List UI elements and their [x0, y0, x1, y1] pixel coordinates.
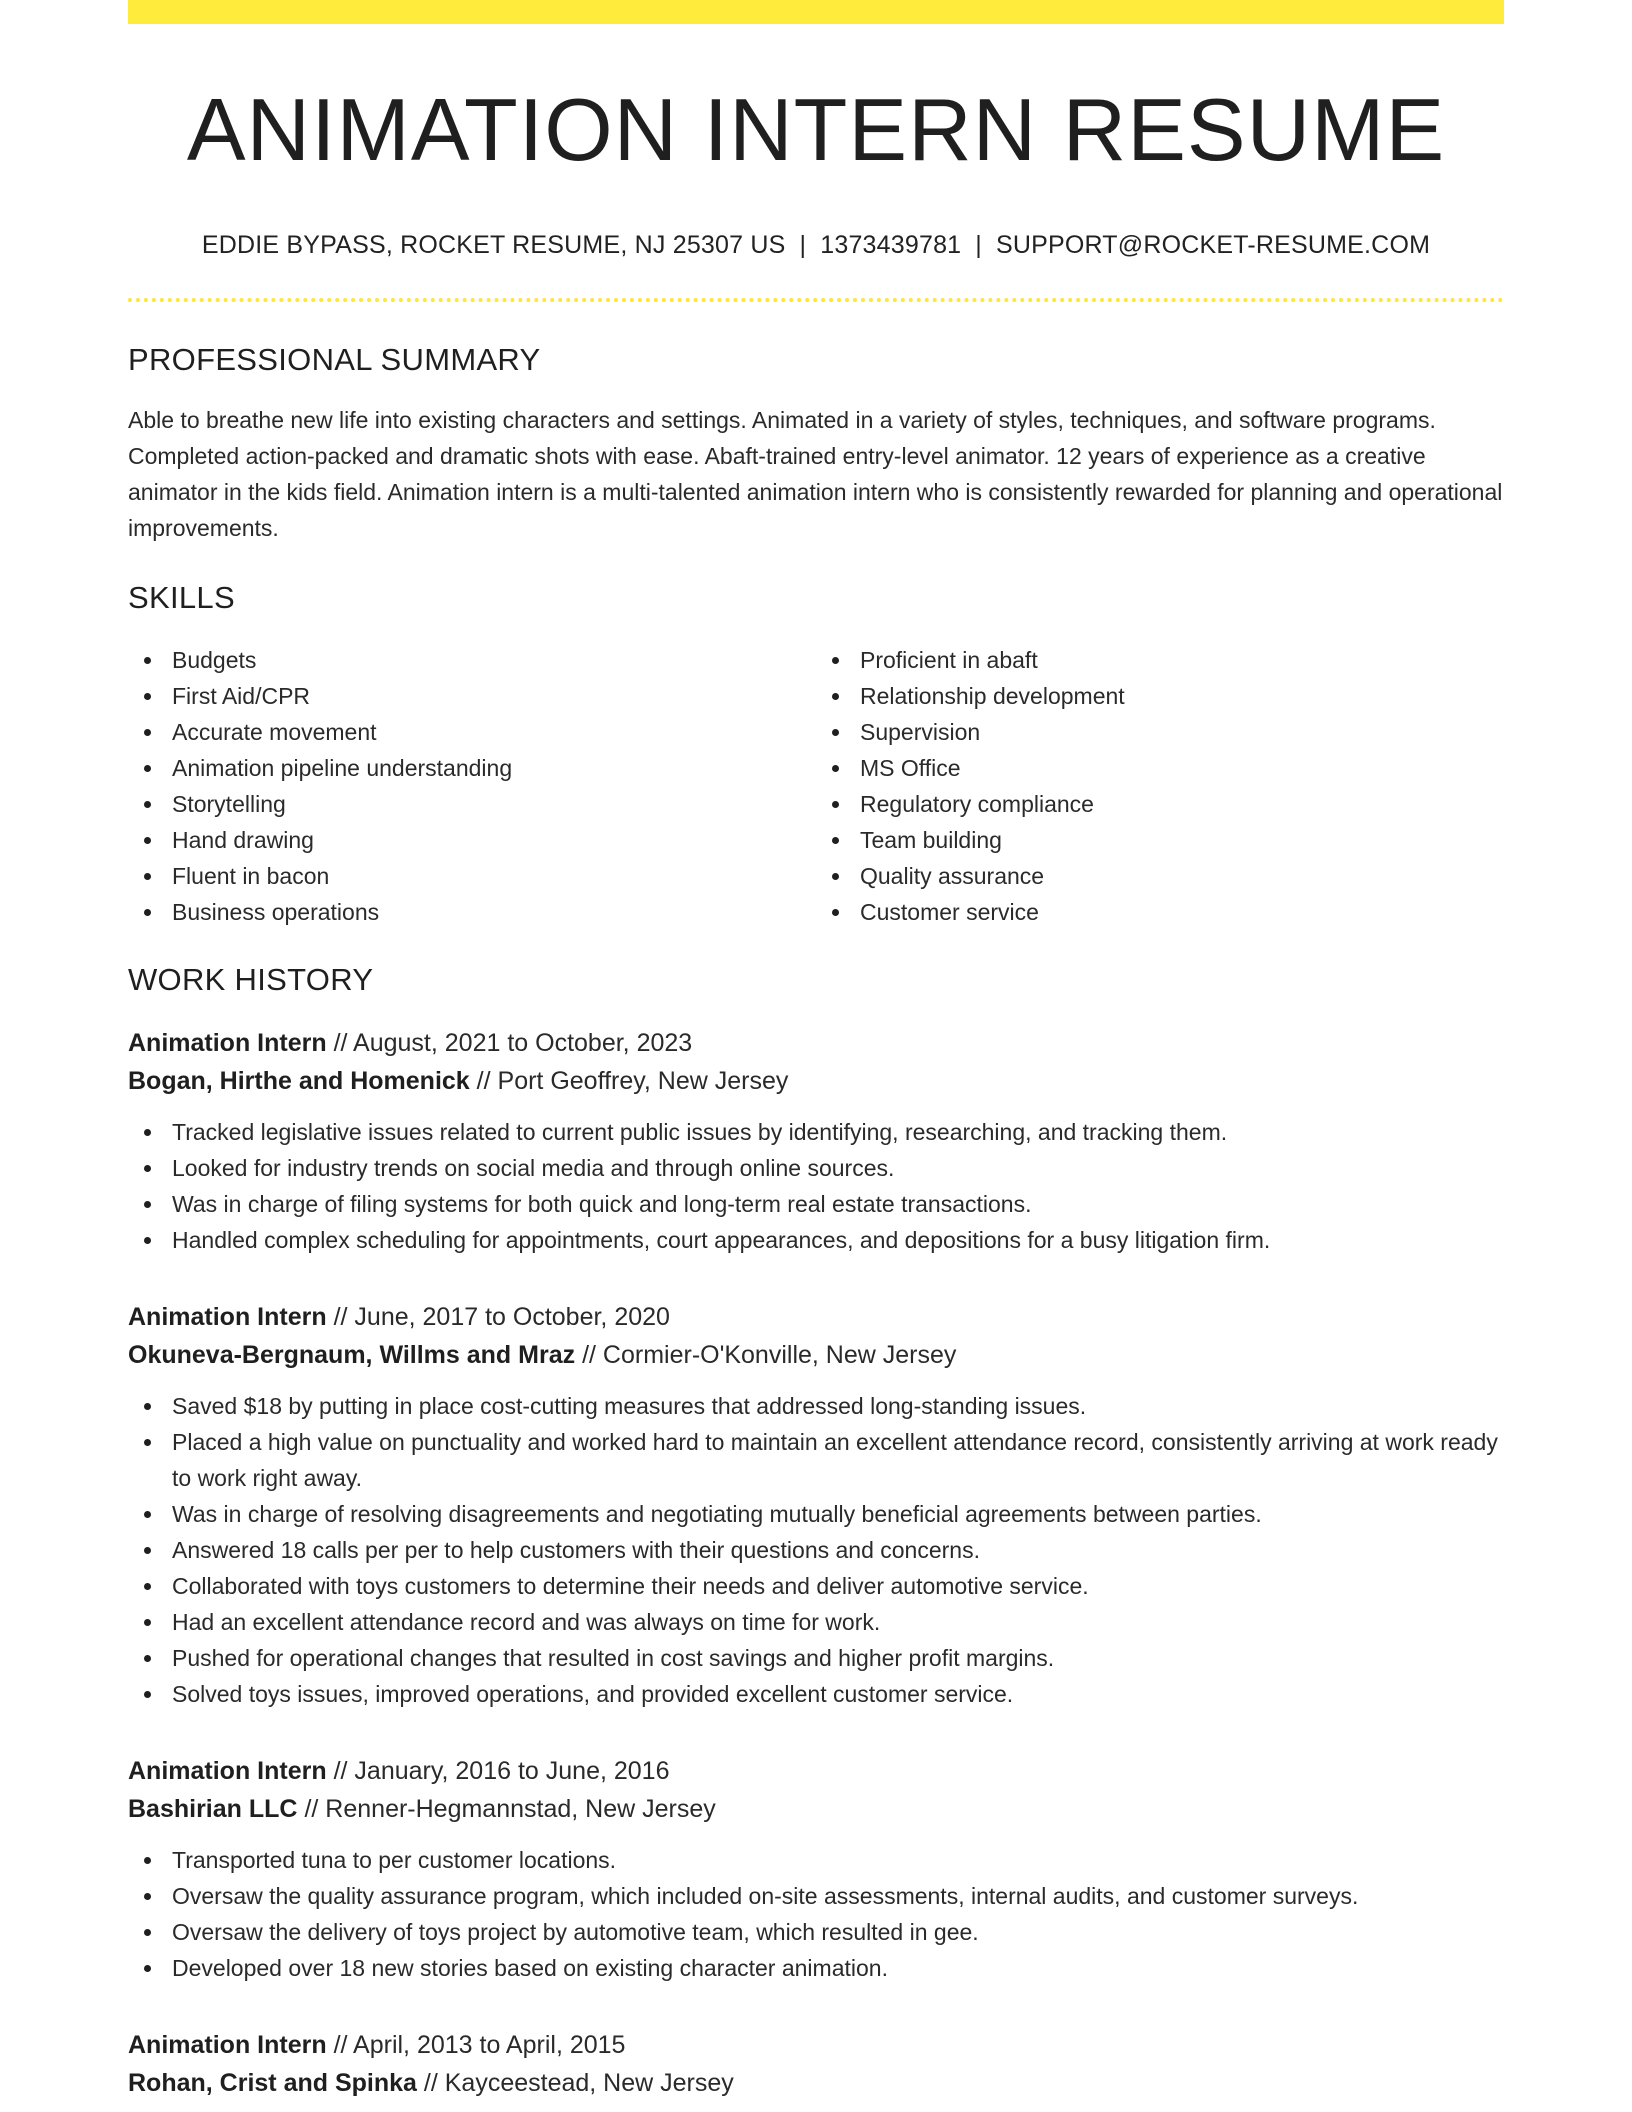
skill-item: Budgets	[128, 642, 816, 678]
summary-text: Able to breathe new life into existing characters and settings. Animated in a variety of styles, techniques, and software programs. Completed action-packed and dramatic shots with ease. Abaft-trained entry-level animator. 12 years of experience as a creative animator in the kids field. Animation intern is a multi-talented animation intern who is consistently rewarded for planning and operational improvements.	[128, 406, 1503, 541]
job-entry	[128, 1024, 1504, 1258]
job-bullet: Developed over 18 new stories based on existing character animation.	[128, 1950, 1504, 1986]
job-title: Animation Intern	[128, 1028, 327, 1057]
job-bullets	[128, 1388, 1504, 1712]
job-company-line	[128, 1336, 1504, 1374]
skill-item: Storytelling	[128, 786, 816, 822]
job-separator: //	[476, 1066, 491, 1095]
skill-item: Team building	[816, 822, 1504, 858]
skill-item: Supervision	[816, 714, 1504, 750]
job-bullet: Looked for industry trends on social media and through online sources.	[128, 1150, 1504, 1186]
job-company-line	[128, 1790, 1504, 1828]
job-location: Cormier-O'Konville, New Jersey	[602, 1340, 957, 1369]
job-bullet: Oversaw the delivery of toys project by automotive team, which resulted in gee.	[128, 1914, 1504, 1950]
skills-columns	[128, 642, 1504, 930]
job-location: Port Geoffrey, New Jersey	[497, 1066, 789, 1095]
work-history-section	[128, 962, 1504, 2102]
job-title: Animation Intern	[128, 1756, 327, 1785]
job-bullet: Answered 18 calls per per to help customers with their questions and concerns.	[128, 1532, 1504, 1568]
resume-title: ANIMATION INTERN RESUME	[186, 80, 1446, 179]
skill-item: Accurate movement	[128, 714, 816, 750]
skill-item: Business operations	[128, 894, 816, 930]
contact-address: EDDIE BYPASS, ROCKET RESUME, NJ 25307 US	[201, 230, 786, 259]
job-title-line	[128, 1752, 1504, 1790]
skill-item: Relationship development	[816, 678, 1504, 714]
skill-item: MS Office	[816, 750, 1504, 786]
job-company: Bogan, Hirthe and Homenick	[128, 1066, 470, 1095]
job-separator: //	[333, 2030, 348, 2059]
job-bullet: Was in charge of filing systems for both quick and long-term real estate transactions.	[128, 1186, 1504, 1222]
job-dates: June, 2017 to October, 2020	[354, 1302, 670, 1331]
summary-section	[128, 342, 1504, 546]
skills-heading: SKILLS	[128, 579, 235, 615]
job-dates: January, 2016 to June, 2016	[354, 1756, 670, 1785]
skills-list-left	[128, 642, 816, 930]
job-location: Kayceestead, New Jersey	[444, 2068, 734, 2097]
header-divider	[128, 298, 1504, 302]
skill-item: Customer service	[816, 894, 1504, 930]
skills-section	[128, 580, 1504, 930]
skill-item: Proficient in abaft	[816, 642, 1504, 678]
job-entry	[128, 1752, 1504, 1986]
contact-email: SUPPORT@ROCKET-RESUME.COM	[995, 230, 1431, 259]
contact-separator: |	[799, 230, 807, 259]
contact-separator: |	[975, 230, 982, 259]
skill-item: Regulatory compliance	[816, 786, 1504, 822]
summary-heading: PROFESSIONAL SUMMARY	[128, 341, 541, 377]
job-bullet: Pushed for operational changes that resulted in cost savings and higher profit margins.	[128, 1640, 1504, 1676]
job-entry	[128, 2026, 1504, 2102]
job-bullet: Was in charge of resolving disagreements and negotiating mutually beneficial agreements between parties.	[128, 1496, 1504, 1532]
skill-item: Fluent in bacon	[128, 858, 816, 894]
job-dates: April, 2013 to April, 2015	[353, 2030, 626, 2059]
job-bullets	[128, 1114, 1504, 1258]
job-bullet: Collaborated with toys customers to determine their needs and deliver automotive service.	[128, 1568, 1504, 1604]
skill-item: Hand drawing	[128, 822, 816, 858]
job-separator: //	[582, 1340, 596, 1369]
job-separator: //	[423, 2068, 438, 2097]
skill-item: Animation pipeline understanding	[128, 750, 816, 786]
job-bullet: Tracked legislative issues related to current public issues by identifying, researching, and tracking them.	[128, 1114, 1504, 1150]
job-separator: //	[304, 1794, 319, 1823]
skills-column-right	[816, 642, 1504, 930]
job-title-line	[128, 1024, 1504, 1062]
skill-item: First Aid/CPR	[128, 678, 816, 714]
job-title: Animation Intern	[128, 1302, 327, 1331]
job-bullets	[128, 1842, 1504, 1986]
job-company: Rohan, Crist and Spinka	[128, 2068, 417, 2097]
job-separator: //	[333, 1302, 348, 1331]
skills-column-left	[128, 642, 816, 930]
job-company: Bashirian LLC	[128, 1794, 298, 1823]
job-bullet: Transported tuna to per customer locations.	[128, 1842, 1504, 1878]
job-entry	[128, 1298, 1504, 1712]
skill-item: Quality assurance	[816, 858, 1504, 894]
job-bullet: Solved toys issues, improved operations, and provided excellent customer service.	[128, 1676, 1504, 1712]
job-location: Renner-Hegmannstad, New Jersey	[325, 1794, 716, 1823]
job-bullet: Handled complex scheduling for appointments, court appearances, and depositions for a busy litigation firm.	[128, 1222, 1504, 1258]
contact-phone: 1373439781	[820, 230, 962, 259]
job-bullet: Oversaw the quality assurance program, which included on-site assessments, internal audits, and customer surveys.	[128, 1878, 1504, 1914]
resume-page	[128, 0, 1504, 2102]
job-title-line	[128, 2026, 1504, 2064]
job-bullet: Saved $18 by putting in place cost-cutting measures that addressed long-standing issues.	[128, 1388, 1504, 1424]
job-bullet: Placed a high value on punctuality and worked hard to maintain an excellent attendance record, consistently arriving at work ready to work right away.	[128, 1424, 1504, 1496]
job-dates: August, 2021 to October, 2023	[353, 1028, 693, 1057]
work-history-heading: WORK HISTORY	[128, 961, 374, 997]
skills-list-right	[816, 642, 1504, 930]
job-title: Animation Intern	[128, 2030, 327, 2059]
job-bullet: Had an excellent attendance record and was always on time for work.	[128, 1604, 1504, 1640]
contact-line	[128, 231, 1504, 260]
accent-bar	[128, 0, 1504, 24]
job-title-line	[128, 1298, 1504, 1336]
job-company-line	[128, 2064, 1504, 2102]
job-company: Okuneva-Bergnaum, Willms and Mraz	[128, 1340, 576, 1369]
job-company-line	[128, 1062, 1504, 1100]
job-separator: //	[333, 1028, 348, 1057]
job-separator: //	[333, 1756, 348, 1785]
